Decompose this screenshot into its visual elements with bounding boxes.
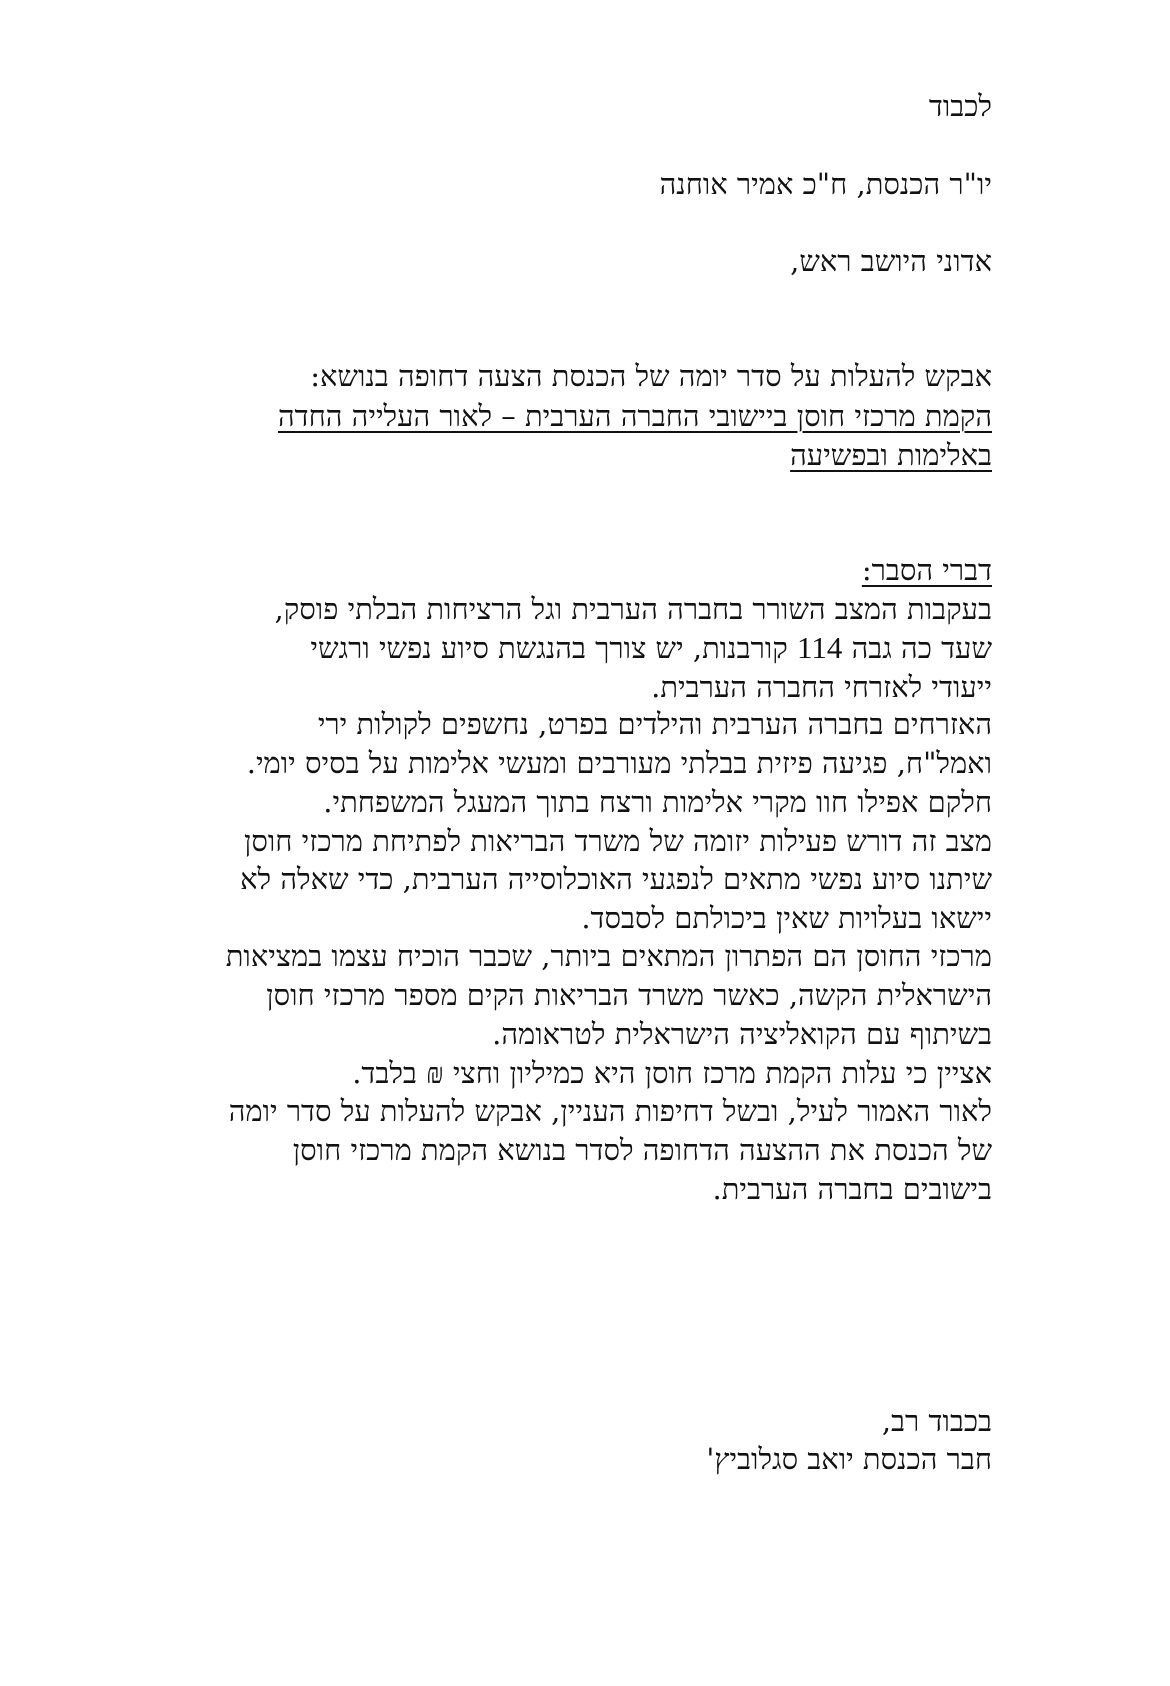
- body-line-9: יישאו בעלויות שאין ביכולתם לסבסד.: [581, 901, 992, 935]
- body-line-1: בעקבות המצב השורר בחברה הערבית וגל הרציחות הבלתי פוסק,: [274, 592, 992, 626]
- body-line-15: של הכנסת את ההצעה הדחופה לסדר בנושא הקמת מרכזי חוסן: [292, 1133, 992, 1167]
- subject-line-1: הקמת מרכזי חוסן ביישובי החברה הערבית – לאור העלייה החדה: [277, 399, 992, 433]
- body-line-5: ואמל"ח, פגיעה פיזית בבלתי מעורבים ומעשי אלימות על בסיס יומי.: [246, 746, 992, 780]
- body-line-13: אציין כי עלות הקמת מרכז חוסן היא כמיליון וחצי ₪ בלבד.: [352, 1056, 992, 1090]
- salutation: לכבוד: [928, 89, 992, 123]
- body-line-14: לאור האמור לעיל, ובשל דחיפות העניין, אבקש להעלות על סדר יומה: [228, 1094, 992, 1128]
- body-line-7: מצב זה דורש פעילות יזומה של משרד הבריאות לפתיחת מרכזי חוסן: [243, 824, 992, 858]
- body-line-6: חלקם אפילו חוו מקרי אלימות ורצח בתוך המעגל המשפחתי.: [323, 785, 992, 819]
- addressee: יו"ר הכנסת, ח"כ אמיר אוחנה: [659, 167, 992, 201]
- body-line-11: הישראלית הקשה, כאשר משרד הבריאות הקים מספר מרכזי חוסן: [266, 978, 992, 1012]
- body-line-3: ייעודי לאזרחי החברה הערבית.: [651, 670, 992, 704]
- subject-line-2: באלימות ובפשיעה: [790, 438, 992, 472]
- signature: חבר הכנסת יואב סגלוביץ': [706, 1442, 992, 1476]
- greeting: אדוני היושב ראש,: [790, 244, 992, 278]
- body-line-16: בישובים בחברה הערבית.: [712, 1172, 992, 1206]
- body-line-8: שיתנו סיוע נפשי מתאים לנפגעי האוכלוסייה הערבית, כדי שאלה לא: [240, 862, 992, 896]
- body-line-4: האזרחים בחברה הערבית והילדים בפרט, נחשפים לקולות ירי: [317, 707, 992, 741]
- victims-line-end: קורבנות, יש צורך בהנגשת סיוע נפשי ורגשי: [310, 631, 788, 665]
- body-line-10: מרכזי החוסן הם הפתרון המתאים ביותר, שכבר הוכיח עצמו במציאות: [225, 939, 992, 973]
- victims-line-start: שעד כה גבה: [851, 631, 992, 665]
- explanation-heading: דברי הסבר:: [861, 553, 992, 587]
- body-line-victims: [310, 630, 992, 666]
- closing: בכבוד רב,: [881, 1404, 992, 1438]
- request-intro: אבקש להעלות על סדר יומה של הכנסת הצעה דחופה בנושא:: [310, 359, 992, 393]
- body-line-12: בשיתוף עם הקואליציה הישראלית לטראומה.: [492, 1017, 992, 1051]
- victims-count: 114: [797, 630, 843, 665]
